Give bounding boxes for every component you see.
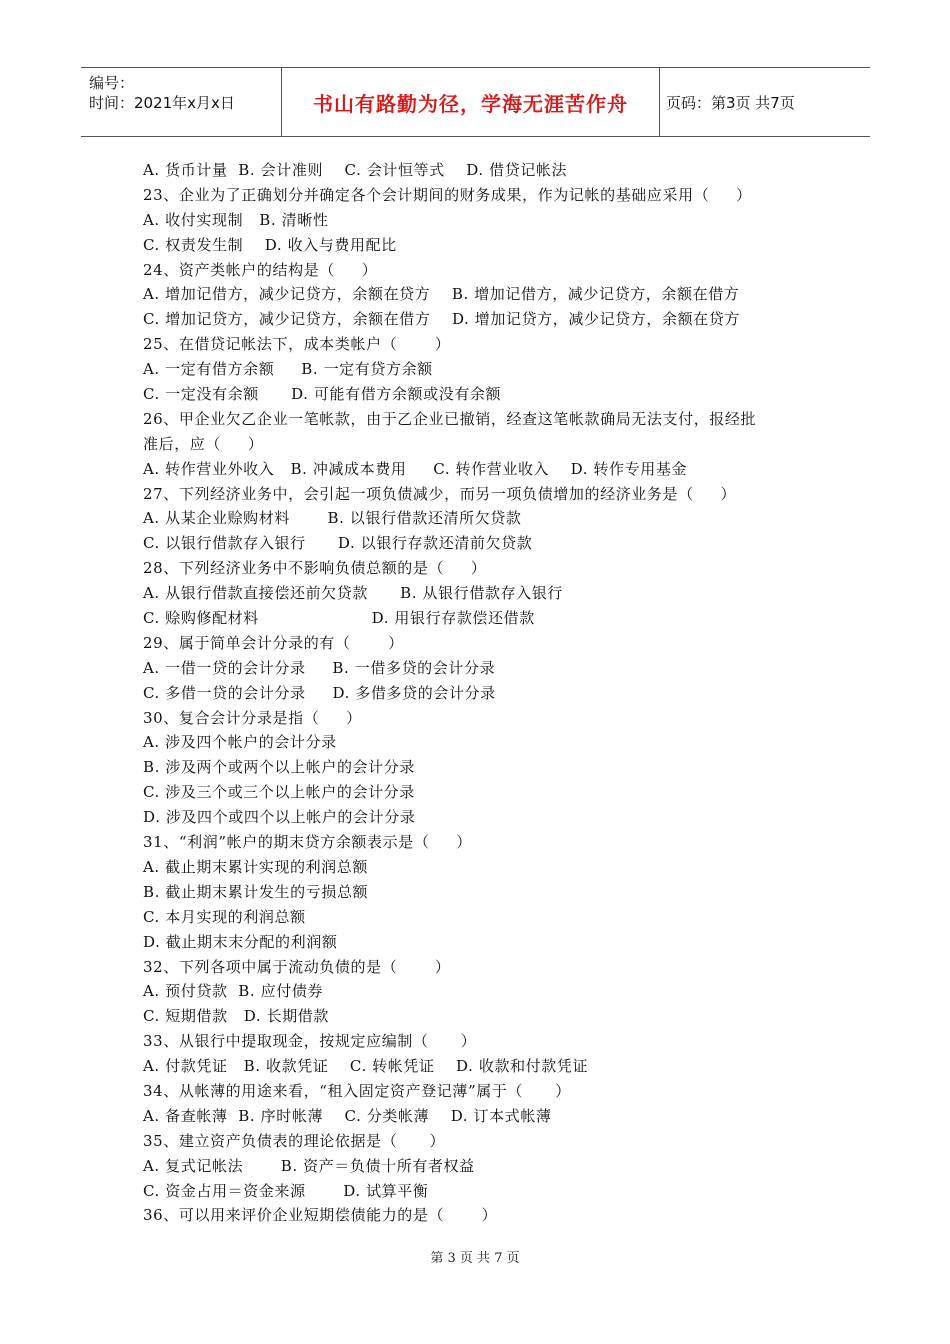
page-footer: 第 3 页 共 7 页 xyxy=(430,1251,520,1266)
text-line: A. 货币计量 B. 会计准则 C. 会计恒等式 D. 借贷记帐法 xyxy=(143,161,568,179)
header-meta xyxy=(81,68,281,136)
text-line: C. 增加记贷方，减少记贷方，余额在借方 D. 增加记贷方，减少记贷方，余额在贷方 xyxy=(143,310,740,329)
text-line: 29、属于简单会计分录的有（ ） xyxy=(143,633,404,652)
header-motto-cell xyxy=(281,68,660,136)
text-line: A. 从银行借款直接偿还前欠贷款 B. 从银行借款存入银行 xyxy=(143,584,563,603)
text-line: A. 涉及四个帐户的会计分录 xyxy=(143,733,337,752)
text-line: D. 涉及四个或四个以上帐户的会计分录 xyxy=(143,808,416,827)
text-line: 28、下列经济业务中不影响负债总额的是（ ） xyxy=(143,559,487,578)
text-line: 27、下列经济业务中，会引起一项负债减少，而另一项负债增加的经济业务是（ ） xyxy=(143,484,737,503)
header-page-info: 页码：第3页 共7页 xyxy=(666,93,795,112)
text-line: 35、建立资产负债表的理论依据是（ ） xyxy=(143,1131,446,1150)
text-line: C. 涉及三个或三个以上帐户的会计分录 xyxy=(143,783,415,802)
document-date-label: 时间：2021年x月x日 xyxy=(89,94,235,112)
header-motto: 书山有路勤为径，学海无涯苦作舟 xyxy=(313,91,628,116)
text-line: C. 赊购修配材料 D. 用银行存款偿还借款 xyxy=(143,609,535,628)
document-number-label: 编号： xyxy=(89,74,135,92)
text-line: A. 备查帐薄 B. 序时帐薄 C. 分类帐薄 D. 订本式帐薄 xyxy=(143,1106,552,1125)
text-line: C. 短期借款 D. 长期借款 xyxy=(143,1007,330,1026)
text-line: 23、企业为了正确划分并确定各个会计期间的财务成果，作为记帐的基础应采用（ ） xyxy=(143,185,752,204)
text-line: A. 收付实现制 B. 清晰性 xyxy=(143,210,329,229)
text-line: A. 截止期末累计实现的利润总额 xyxy=(143,857,368,876)
text-line: A. 转作营业外收入 B. 冲减成本费用 C. 转作营业收入 D. 转作专用基金 xyxy=(143,459,688,478)
text-line: 32、下列各项中属于流动负债的是（ ） xyxy=(143,957,451,976)
text-line: A. 付款凭证 B. 收款凭证 C. 转帐凭证 D. 收款和付款凭证 xyxy=(143,1057,589,1076)
text-line: A. 复式记帐法 B. 资产＝负债十所有者权益 xyxy=(143,1156,475,1175)
text-line: A. 一借一贷的会计分录 B. 一借多贷的会计分录 xyxy=(143,658,496,677)
text-line: 30、复合会计分录是指（ ） xyxy=(143,708,362,727)
text-line: C. 以银行借款存入银行 D. 以银行存款还清前欠贷款 xyxy=(143,534,533,553)
text-line: 26、甲企业欠乙企业一笔帐款，由于乙企业已撤销，经查这笔帐款确局无法支付，报经批 xyxy=(143,409,757,428)
text-line: C. 本月实现的利润总额 xyxy=(143,907,306,926)
text-line: C. 资金占用＝资金来源 D. 试算平衡 xyxy=(143,1181,429,1200)
text-line: B. 涉及两个或两个以上帐户的会计分录 xyxy=(143,758,415,777)
text-line: 33、从银行中提取现金，按规定应编制（ ） xyxy=(143,1032,477,1051)
text-line: 34、从帐薄的用途来看，“租入固定资产登记薄”属于（ ） xyxy=(143,1081,571,1100)
header-page-cell xyxy=(659,68,870,136)
text-line: A. 增加记借方，减少记贷方，余额在贷方 B. 增加记借方，减少记贷方，余额在借方 xyxy=(143,285,740,304)
text-line: A. 预付贷款 B. 应付债券 xyxy=(143,982,324,1001)
text-line: A. 从某企业赊购材料 B. 以银行借款还清所欠贷款 xyxy=(143,509,522,528)
text-line: 25、在借贷记帐法下，成本类帐户（ ） xyxy=(143,335,451,354)
text-line: C. 权责发生制 D. 收入与费用配比 xyxy=(143,235,397,254)
text-line: 准后，应（ ） xyxy=(143,434,264,453)
text-line: C. 一定没有余额 D. 可能有借方余额或没有余额 xyxy=(143,385,502,404)
text-line: A. 一定有借方余额 B. 一定有贷方余额 xyxy=(143,360,433,379)
text-line: 24、资产类帐户的结构是（ ） xyxy=(143,260,378,279)
text-line: 36、可以用来评价企业短期偿债能力的是（ ） xyxy=(143,1206,498,1225)
question-body xyxy=(143,158,823,1228)
text-line: C. 多借一贷的会计分录 D. 多借多贷的会计分录 xyxy=(143,683,496,702)
text-line: 31、“利润”帐户的期末贷方余额表示是（ ） xyxy=(143,833,472,852)
text-line: D. 截止期末末分配的利润额 xyxy=(143,932,338,951)
text-line: B. 截止期末累计发生的亏损总额 xyxy=(143,882,369,901)
page-header xyxy=(81,67,870,137)
